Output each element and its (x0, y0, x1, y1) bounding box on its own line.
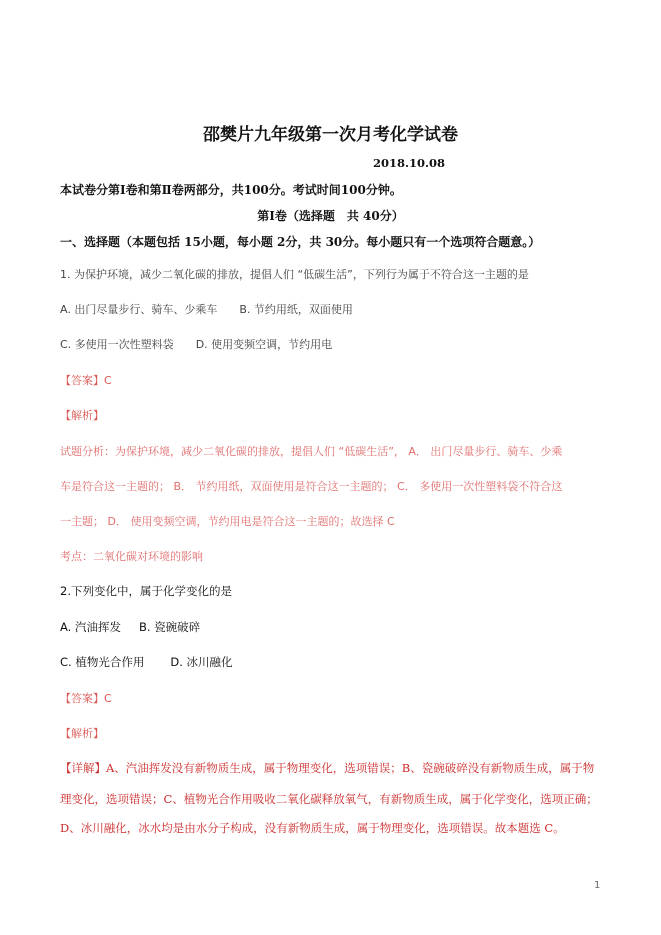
q2-option-c: C. 植物光合作用 (60, 655, 145, 669)
q1-options-cd (60, 336, 332, 352)
q1-knowledge-point: 考点：二氧化碳对环境的影响 (60, 550, 203, 563)
q2-answer: 【答案】C (60, 692, 112, 705)
q1-analysis-line: 试题分析：为保护环境，减少二氧化碳的排放，提倡人们 “低碳生活”， A． 出门尽量步行、骑车、少乘 (60, 445, 563, 458)
q1-option-d: D. 使用变频空调，节约用电 (195, 338, 333, 351)
q2-option-a: A. 汽油挥发 (60, 620, 121, 634)
part-heading: 一、选择题（本题包括 15小题，每小题 2分，共 30分。每小题只有一个选项符合题意。） (60, 235, 541, 249)
q2-options-cd (60, 654, 233, 670)
exam-title: 邵樊片九年级第一次月考化学试卷 (203, 125, 458, 145)
q1-option-a: A. 出门尽量步行、骑车、少乘车 (60, 303, 218, 316)
q2-option-d: D. 冰川融化 (170, 655, 233, 669)
exam-date: 2018.10.08 (373, 156, 446, 170)
q1-option-b: B. 节约用纸，双面使用 (239, 303, 353, 316)
q1-analysis-label: 【解析】 (60, 409, 104, 422)
q2-detail-line: D、冰川融化，冰水均是由水分子构成，没有新物质生成，属于物理变化，选项错误。故本题选 C。 (60, 821, 565, 835)
q1-option-c: C. 多使用一次性塑料袋 (60, 338, 174, 351)
q1-answer: 【答案】C (60, 374, 112, 387)
section-heading: 第Ⅰ卷（选择题 共 40分） (257, 209, 404, 223)
q1-analysis-line: 车是符合这一主题的； B． 节约用纸，双面使用是符合这一主题的； C． 多使用一次性塑料袋不符合这 (60, 480, 563, 493)
q1-options-ab (60, 301, 353, 317)
q2-option-b: B. 瓷碗破碎 (138, 620, 201, 634)
q1-analysis-line: 一主题； D． 使用变频空调，节约用电是符合这一主题的；故选择 C (60, 515, 395, 528)
q1-stem: 1. 为保护环境，减少二氧化碳的排放，提倡人们 “低碳生活”，下列行为属于不符合这一主题的是 (60, 268, 529, 281)
exam-intro: 本试卷分第Ⅰ卷和第Ⅱ卷两部分，共100分。考试时间100分钟。 (60, 183, 402, 197)
q2-stem: 2.下列变化中，属于化学变化的是 (60, 584, 232, 598)
q2-options-ab (60, 619, 200, 635)
q2-detail-line: 理变化，选项错误；C、植物光合作用吸收二氧化碳释放氧气，有新物质生成，属于化学变化，选项正确； (60, 792, 598, 806)
q2-detail-line: 【详解】A、汽油挥发没有新物质生成，属于物理变化，选项错误；B、瓷碗破碎没有新物质生成，属于物 (60, 761, 595, 775)
page-number: 1 (594, 880, 601, 891)
q2-analysis-label: 【解析】 (60, 727, 104, 740)
